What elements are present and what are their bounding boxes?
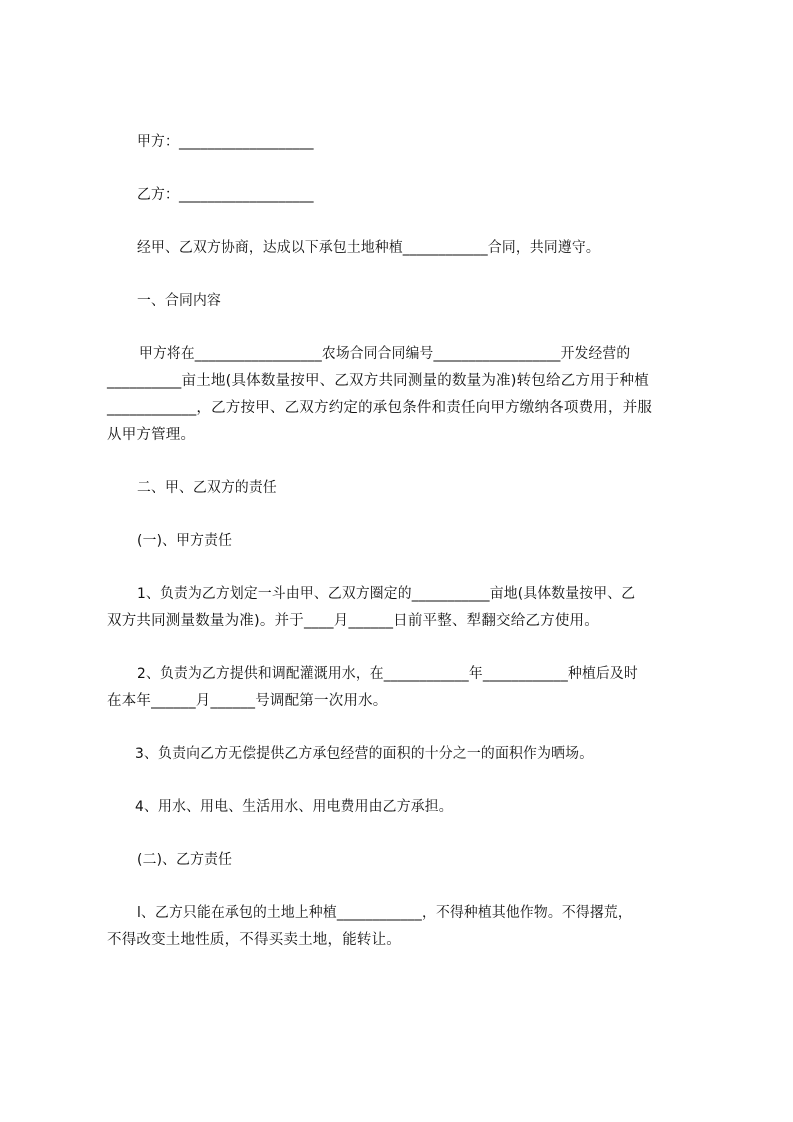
party-a-item-2-line-2: 在本年______月______号调配第一次用水。 bbox=[107, 693, 388, 709]
section-2-heading: 二、甲、乙双方的责任 bbox=[137, 480, 277, 496]
party-a-item-2-line-1: 2、负责为乙方提供和调配灌溉用水，在____________年____________种植后及时 bbox=[137, 666, 638, 682]
party-a-item-1-line-1: 1、负责为乙方划定一斗由甲、乙双方圈定的___________亩地(具体数量按甲、乙 bbox=[137, 586, 636, 602]
party-b-item-1-line-2: 不得改变土地性质，不得买卖土地，能转让。 bbox=[107, 932, 401, 948]
party-a-item-4: 4、用水、用电、生活用水、用电费用由乙方承担。 bbox=[135, 799, 453, 815]
party-b-line: 乙方：___________________ bbox=[137, 187, 314, 203]
section-1-line-1: 甲方将在__________________农场合同合同编号__________________开发经营的 bbox=[139, 346, 631, 362]
party-a-item-3: 3、负责向乙方无偿提供乙方承包经营的面积的十分之一的面积作为晒场。 bbox=[135, 746, 594, 762]
section-1-line-4: 从甲方管理。 bbox=[107, 427, 196, 443]
preamble-paragraph: 经甲、乙双方协商，达成以下承包土地种植____________合同，共同遵守。 bbox=[137, 240, 600, 256]
section-1-heading: 一、合同内容 bbox=[137, 293, 221, 309]
party-b-item-1-line-1: l、乙方只能在承包的土地上种植____________，不得种植其他作物。不得撂荒， bbox=[137, 905, 632, 921]
party-a-item-1-line-2: 双方共同测量数量为准)。并于____月______日前平整、犁翻交给乙方使用。 bbox=[107, 613, 599, 629]
party-a-line: 甲方：___________________ bbox=[137, 134, 314, 150]
section-1-line-2: __________亩土地(具体数量按甲、乙双方共同测量的数量为准)转包给乙方用于种植 bbox=[107, 373, 649, 389]
party-b-duties-heading: (二)、乙方责任 bbox=[137, 852, 233, 868]
party-a-duties-heading: (一)、甲方责任 bbox=[137, 533, 233, 549]
section-1-line-3: ____________，乙方按甲、乙双方约定的承包条件和责任向甲方缴纳各项费用，并服 bbox=[107, 400, 653, 416]
